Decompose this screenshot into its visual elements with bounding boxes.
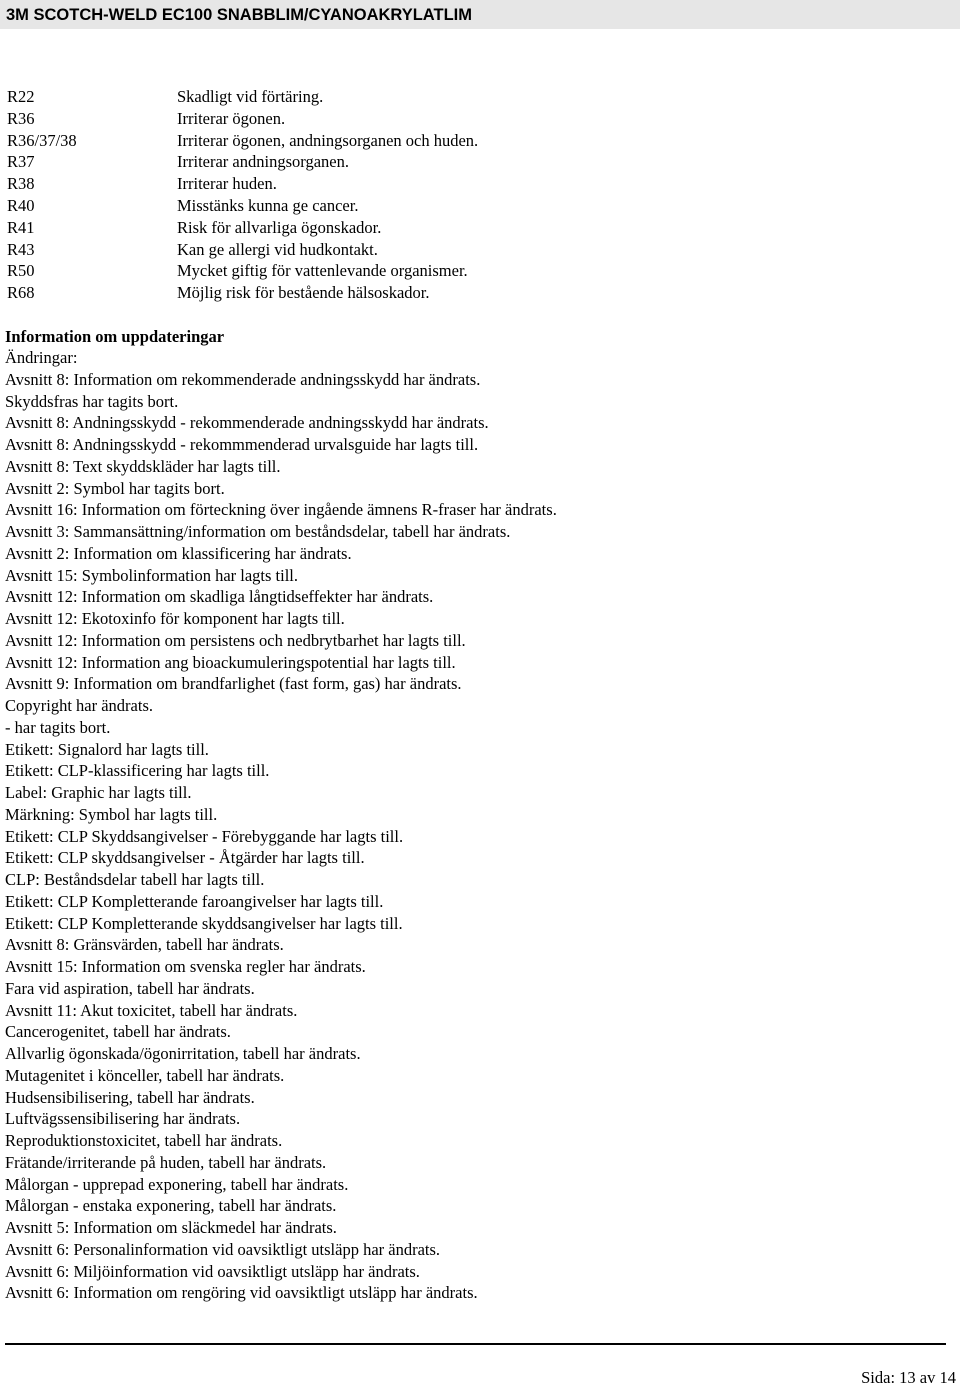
change-line: Etikett: CLP Skyddsangivelser - Förebyggande har lagts till. — [5, 826, 404, 846]
change-line: Avsnitt 16: Information om förteckning över ingående ämnens R-fraser har ändrats. — [5, 500, 557, 520]
change-line: Avsnitt 2: Information om klassificering har ändrats. — [5, 543, 352, 563]
r-phrase-row — [0, 130, 960, 152]
r-phrase-row — [0, 260, 960, 282]
change-line: Avsnitt 8: Information om rekommenderade andningsskydd har ändrats. — [5, 369, 481, 389]
change-line: Frätande/irriterande på huden, tabell har ändrats. — [5, 1152, 327, 1172]
r-phrase-text: Kan ge allergi vid hudkontakt. — [177, 239, 378, 259]
change-line: Avsnitt 15: Information om svenska regler har ändrats. — [5, 957, 366, 976]
change-line: Cancerogenitet, tabell har ändrats. — [5, 1022, 231, 1042]
r-phrase-row — [0, 217, 960, 239]
change-list — [5, 347, 945, 1304]
r-phrase-code: R36/37/38 — [7, 130, 77, 150]
change-line: Avsnitt 8: Andningsskydd - rekommmenderad urvalsguide har lagts till. — [5, 435, 479, 454]
r-phrase-text: Irriterar ögonen, andningsorganen och huden. — [177, 130, 479, 150]
footer-divider — [5, 1343, 946, 1345]
document-header-bar — [0, 0, 960, 29]
change-line: Label: Graphic har lagts till. — [5, 783, 192, 802]
r-phrase-code: R50 — [7, 261, 35, 281]
change-line: Avsnitt 12: Information om persistens och nedbrytbarhet har lagts till. — [5, 630, 466, 650]
r-phrase-row — [0, 173, 960, 195]
r-phrase-list — [0, 86, 960, 304]
change-line: - har tagits bort. — [5, 717, 111, 737]
change-line: Skyddsfras har tagits bort. — [5, 391, 179, 411]
r-phrase-row — [0, 151, 960, 173]
change-line: Etikett: CLP-klassificering har lagts till. — [5, 761, 270, 781]
change-line: Reproduktionstoxicitet, tabell har ändrats. — [5, 1131, 283, 1150]
change-line: Fara vid aspiration, tabell har ändrats. — [5, 978, 255, 998]
change-line: Avsnitt 5: Information om släckmedel har ändrats. — [5, 1218, 337, 1237]
change-line: Etikett: CLP skyddsangivelser - Åtgärder har lagts till. — [5, 848, 365, 868]
change-line: Avsnitt 6: Information om rengöring vid oavsiktligt utsläpp har ändrats. — [5, 1283, 478, 1303]
change-line: Avsnitt 8: Text skyddskläder har lagts till. — [5, 456, 281, 476]
change-line: Avsnitt 3: Sammansättning/information om beståndsdelar, tabell har ändrats. — [5, 522, 511, 541]
r-phrase-row — [0, 282, 960, 304]
r-phrase-text: Möjlig risk för bestående hälsoskador. — [177, 283, 430, 303]
change-line: Etikett: Signalord har lagts till. — [5, 739, 209, 759]
change-line: Avsnitt 2: Symbol har tagits bort. — [5, 478, 225, 498]
r-phrase-code: R41 — [7, 217, 35, 237]
change-line: Avsnitt 8: Andningsskydd - rekommenderade andningsskydd har ändrats. — [5, 413, 489, 433]
change-line: Märkning: Symbol har lagts till. — [5, 804, 218, 824]
r-phrase-text: Risk för allvarliga ögonskador. — [177, 217, 382, 237]
r-phrase-code: R68 — [7, 283, 35, 303]
change-line: Copyright har ändrats. — [5, 696, 154, 715]
change-line: Ändringar: — [5, 348, 78, 367]
r-phrase-text: Irriterar ögonen. — [177, 108, 286, 128]
r-phrase-code: R37 — [7, 152, 35, 172]
change-line: Avsnitt 6: Personalinformation vid oavsiktligt utsläpp har ändrats. — [5, 1239, 441, 1259]
change-line: Avsnitt 11: Akut toxicitet, tabell har ändrats. — [5, 1000, 298, 1020]
change-line: Avsnitt 12: Information om skadliga långtidseffekter har ändrats. — [5, 587, 434, 607]
r-phrase-row — [0, 86, 960, 108]
r-phrase-row — [0, 195, 960, 217]
r-phrase-text: Irriterar huden. — [177, 174, 277, 194]
r-phrase-text: Misstänks kunna ge cancer. — [177, 195, 359, 215]
r-phrase-text: Skadligt vid förtäring. — [177, 87, 324, 106]
r-phrase-text: Irriterar andningsorganen. — [177, 152, 349, 172]
change-line: Hudsensibilisering, tabell har ändrats. — [5, 1087, 255, 1107]
change-line: Avsnitt 9: Information om brandfarlighet (fast form, gas) har ändrats. — [5, 674, 462, 694]
change-line: Allvarlig ögonskada/ögonirritation, tabell har ändrats. — [5, 1044, 361, 1063]
change-line: Mutagenitet i könceller, tabell har ändrats. — [5, 1065, 285, 1085]
document-title: 3M SCOTCH-WELD EC100 SNABBLIM/CYANOAKRYLATLIM — [6, 6, 472, 24]
change-line: Luftvägssensibilisering har ändrats. — [5, 1109, 241, 1129]
r-phrase-code: R38 — [7, 174, 35, 194]
r-phrase-code: R36 — [7, 108, 35, 128]
change-line: Avsnitt 12: Ekotoxinfo för komponent har lagts till. — [5, 609, 345, 628]
change-line: Avsnitt 12: Information ang bioackumuleringspotential har lagts till. — [5, 652, 456, 672]
updates-heading: Information om uppdateringar — [5, 327, 225, 346]
change-line: Avsnitt 15: Symbolinformation har lagts till. — [5, 565, 299, 585]
page-number: Sida: 13 av 14 — [861, 1368, 956, 1387]
r-phrase-code: R22 — [7, 87, 35, 106]
r-phrase-row — [0, 239, 960, 261]
change-line: Målorgan - enstaka exponering, tabell har ändrats. — [5, 1196, 337, 1216]
change-line: Avsnitt 6: Miljöinformation vid oavsiktligt utsläpp har ändrats. — [5, 1261, 420, 1281]
r-phrase-code: R43 — [7, 239, 35, 259]
r-phrase-code: R40 — [7, 195, 35, 215]
change-line: Målorgan - upprepad exponering, tabell har ändrats. — [5, 1174, 349, 1194]
r-phrase-text: Mycket giftig för vattenlevande organismer. — [177, 261, 468, 281]
change-line: Avsnitt 8: Gränsvärden, tabell har ändrats. — [5, 935, 284, 955]
change-line: Etikett: CLP Kompletterande faroangivelser har lagts till. — [5, 891, 384, 911]
change-line: Etikett: CLP Kompletterande skyddsangivelser har lagts till. — [5, 913, 403, 933]
change-line: CLP: Beståndsdelar tabell har lagts till. — [5, 870, 265, 889]
r-phrase-row — [0, 108, 960, 130]
